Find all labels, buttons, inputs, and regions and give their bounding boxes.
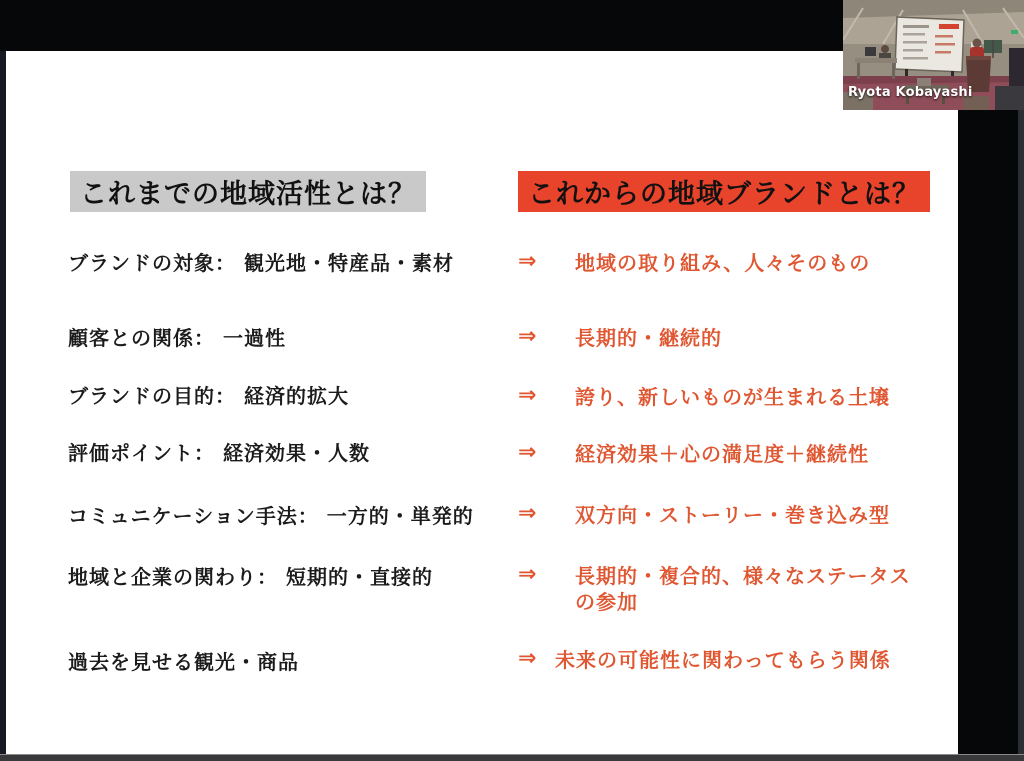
row-6-left: 地域と企業の関わり： 短期的・直接的 [68, 565, 433, 589]
row-3-right [518, 384, 890, 410]
row-2-right-text: 長期的・継続的 [575, 326, 722, 350]
row-5-right [518, 502, 890, 528]
row-3-left: ブランドの目的： 経済的拡大 [68, 384, 349, 408]
arrow-icon: ⇒ [518, 501, 538, 526]
row-5-right-text: 双方向・ストーリー・巻き込み型 [575, 503, 890, 527]
row-7-right [518, 647, 891, 673]
left-column-title: これまでの地域活性とは？ [70, 171, 426, 212]
row-6-right [518, 563, 927, 615]
presentation-slide [6, 51, 958, 754]
participant-name-label: Ryota Kobayashi [848, 85, 973, 100]
row-1-right-text: 地域の取り組み、人々そのもの [575, 251, 871, 275]
scrollbar[interactable] [1018, 110, 1024, 761]
row-3-right-text: 誇り、新しいものが生まれる土壌 [575, 385, 890, 409]
row-4-left: 評価ポイント： 経済効果・人数 [68, 441, 370, 465]
arrow-icon: ⇒ [518, 562, 538, 587]
row-2-right [518, 325, 722, 351]
bottom-bar [0, 754, 1024, 761]
right-column-title: これからの地域ブランドとは？ [518, 171, 930, 212]
row-5-left: コミュニケーション手法： 一方的・単発的 [68, 504, 474, 528]
row-1-left: ブランドの対象： 観光地・特産品・素材 [68, 251, 454, 275]
row-1-right [518, 250, 870, 276]
arrow-icon: ⇒ [518, 440, 538, 465]
arrow-icon: ⇒ [518, 324, 538, 349]
row-6-right-text: 長期的・複合的、様々なステータスの参加 [575, 564, 911, 614]
row-4-right [518, 441, 869, 467]
participant-video-tile[interactable] [843, 0, 1024, 110]
row-2-left: 顧客との関係： 一過性 [68, 326, 286, 350]
row-4-right-text: 経済効果＋心の満足度＋継続性 [575, 442, 869, 466]
row-7-left: 過去を見せる観光・商品 [68, 650, 299, 674]
row-7-right-text: 未来の可能性に関わってもらう関係 [555, 648, 891, 672]
arrow-icon: ⇒ [518, 646, 538, 671]
arrow-icon: ⇒ [518, 249, 538, 274]
arrow-icon: ⇒ [518, 383, 538, 408]
